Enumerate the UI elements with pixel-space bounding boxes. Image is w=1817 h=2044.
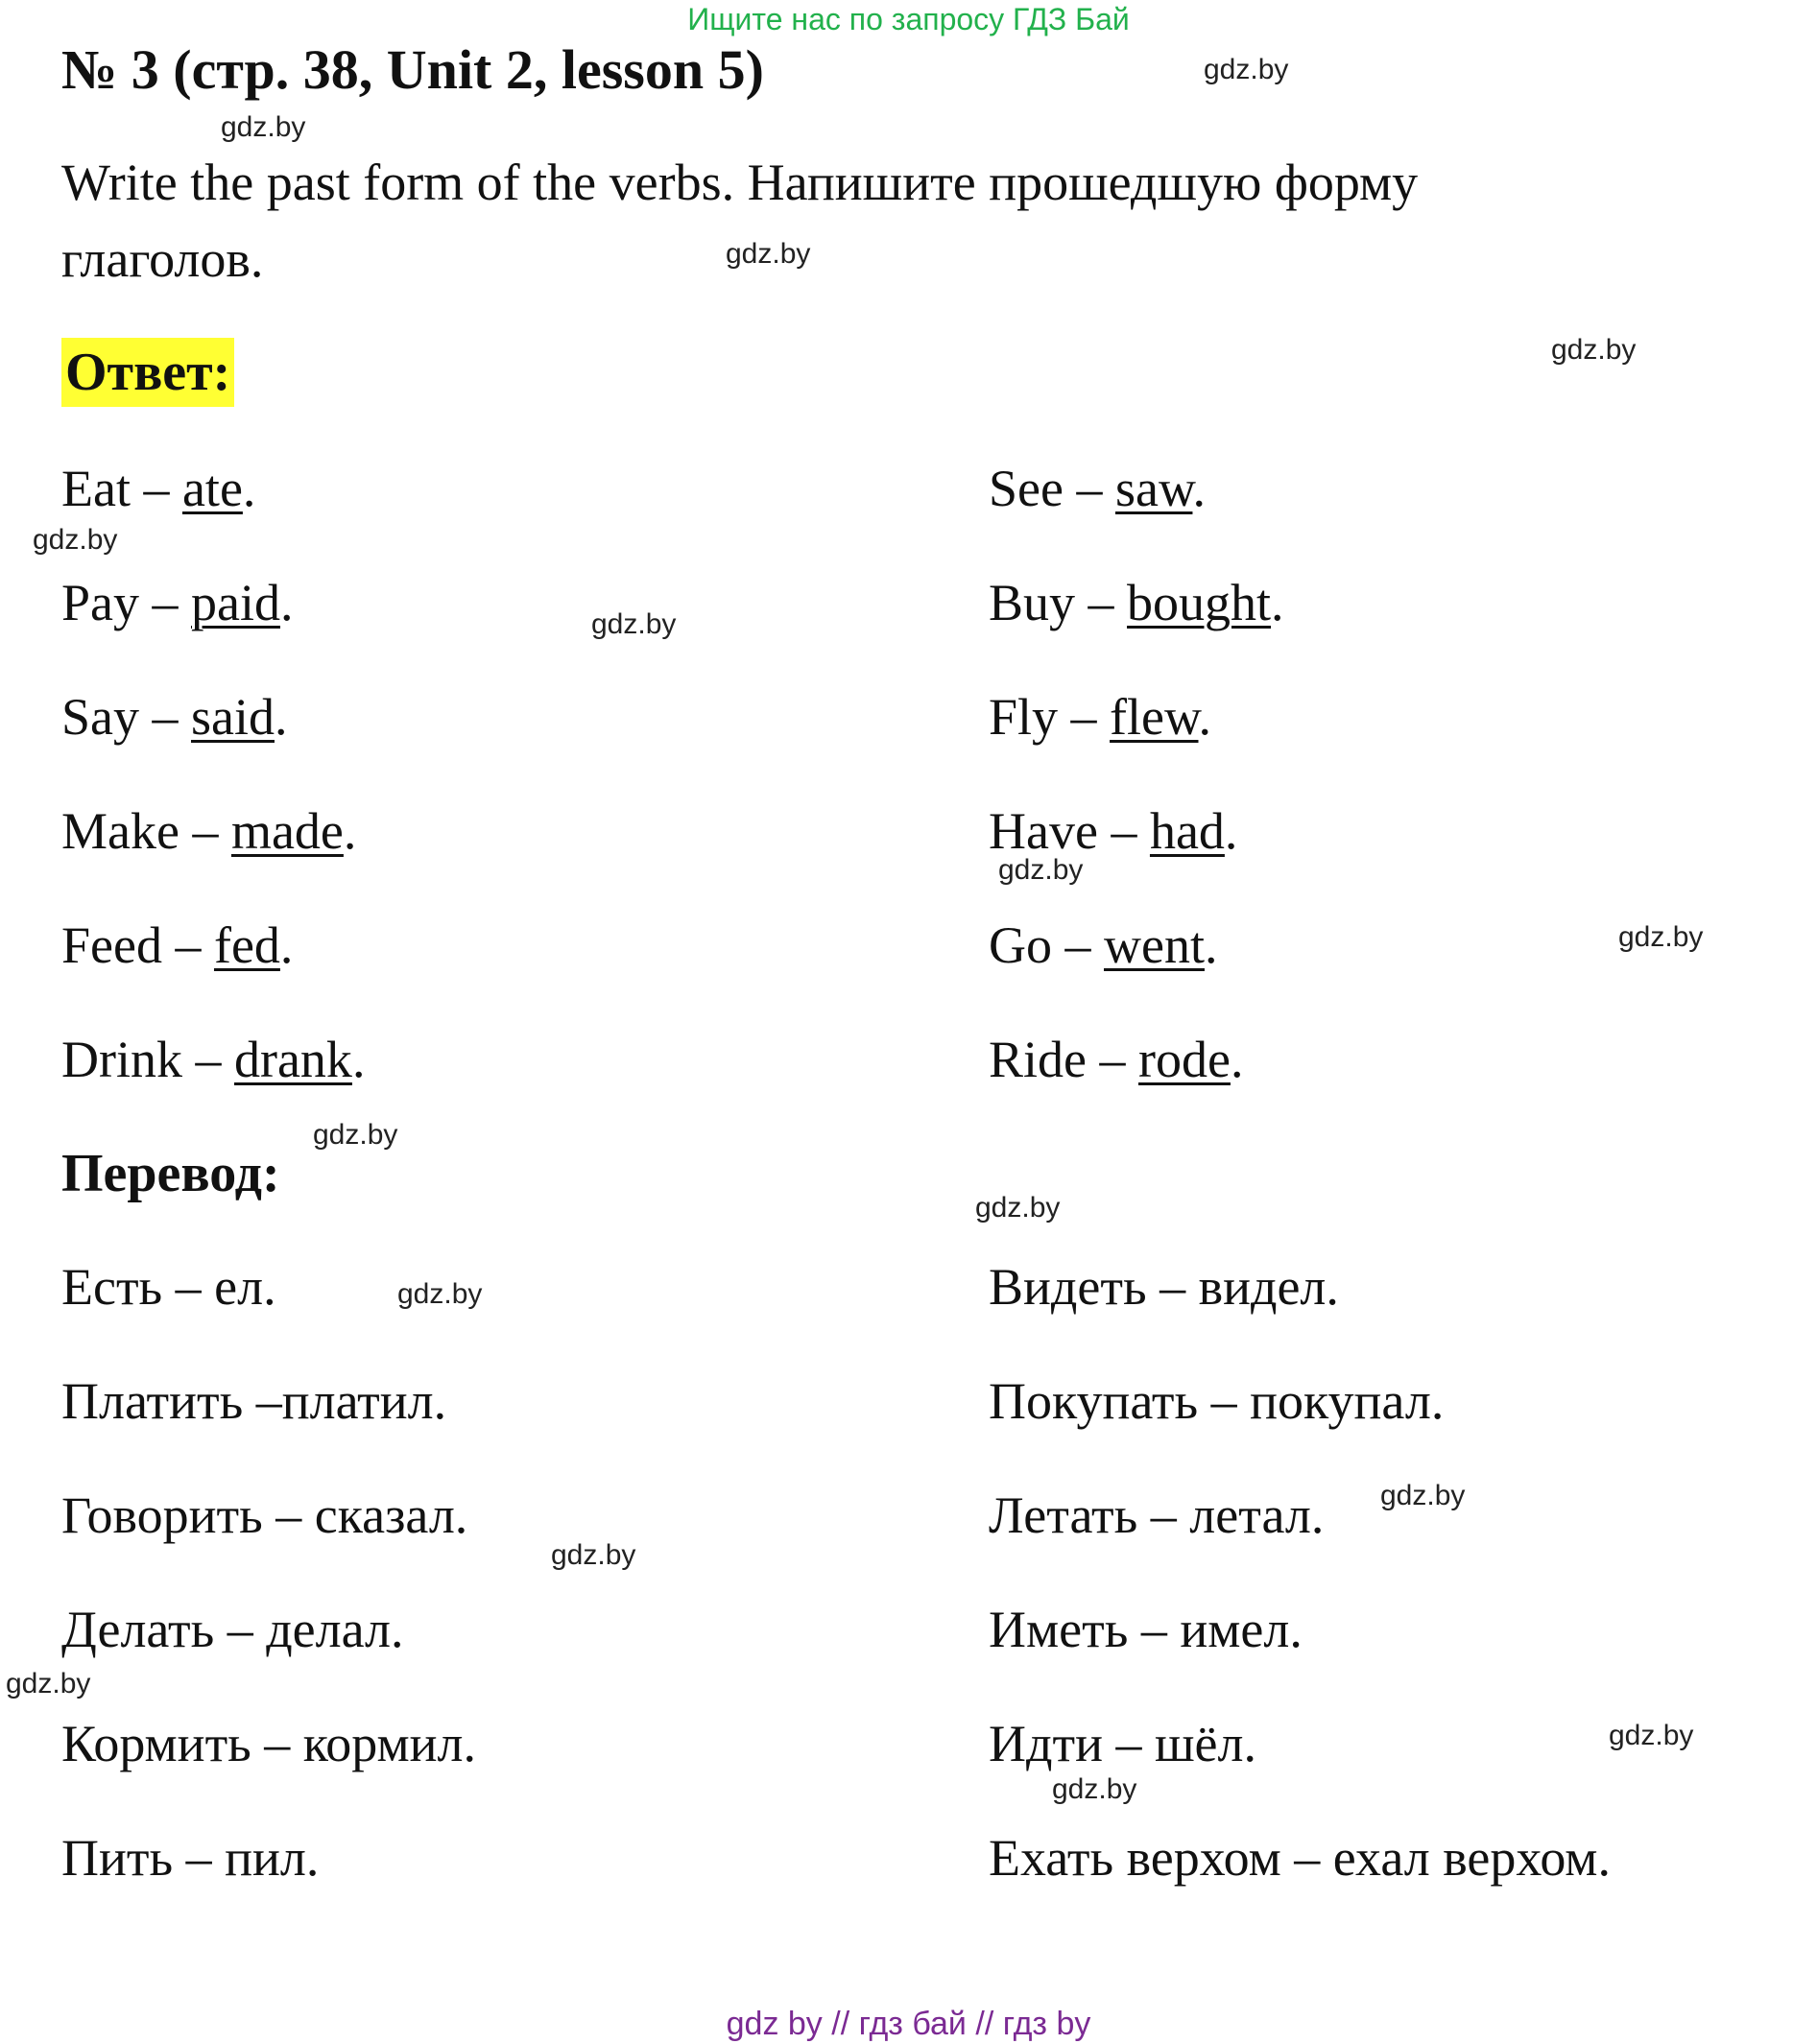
past-form: went (1104, 916, 1205, 974)
translation-left-4: Делать – делал. (61, 1601, 404, 1658)
watermark: gdz.by (1204, 54, 1289, 85)
watermark: gdz.by (6, 1668, 91, 1699)
translation-left-6: Пить – пил. (61, 1829, 320, 1887)
answer-ride: Ride – rode. (989, 1031, 1244, 1088)
verb: Eat (61, 460, 131, 517)
watermark: gdz.by (1380, 1480, 1466, 1511)
watermark: gdz.by (591, 608, 677, 640)
footer-links: gdz by // гдз бай // гдз by (726, 2006, 1091, 2042)
answer-say: Say – said. (61, 688, 288, 746)
answer-feed: Feed – fed. (61, 916, 294, 974)
past-form: fed (213, 916, 280, 974)
watermark: gdz.by (33, 524, 118, 556)
watermark: gdz.by (551, 1539, 636, 1571)
translation-right-1: Видеть – видел. (989, 1258, 1339, 1316)
translation-left-2: Платить –платил. (61, 1372, 447, 1430)
past-form: flew (1110, 688, 1199, 746)
past-form: rode (1138, 1031, 1231, 1088)
translation-left-3: Говорить – сказал. (61, 1486, 468, 1544)
past-form: ate (181, 460, 243, 517)
verb: Make (61, 802, 179, 860)
watermark: gdz.by (1609, 1720, 1694, 1751)
translation-right-2: Покупать – покупал. (989, 1372, 1445, 1430)
answer-fly: Fly – flew. (989, 688, 1211, 746)
watermark: gdz.by (221, 111, 306, 143)
answer-eat: Eat – ate. (61, 460, 256, 517)
answer-buy: Buy – bought. (989, 574, 1284, 631)
watermark: gdz.by (1551, 334, 1637, 366)
past-form: saw (1114, 460, 1193, 517)
translation-right-4: Иметь – имел. (989, 1601, 1303, 1658)
watermark: gdz.by (1052, 1773, 1137, 1805)
exercise-title: № 3 (стр. 38, Unit 2, lesson 5) (61, 38, 764, 101)
translation-right-6: Ехать верхом – ехал верхом. (989, 1829, 1611, 1887)
verb: Feed (61, 916, 162, 974)
answer-heading: Ответ: (61, 338, 234, 407)
verb: Ride (989, 1031, 1087, 1088)
past-form: had (1149, 802, 1225, 860)
translation-left-5: Кормить – кормил. (61, 1715, 476, 1772)
translation-right-3: Летать – летал. (989, 1486, 1325, 1544)
answer-pay: Pay – paid. (61, 574, 294, 631)
verb: Go (989, 916, 1052, 974)
verb: Have (989, 802, 1098, 860)
watermark: gdz.by (1618, 921, 1704, 953)
translation-left-1: Есть – ел. (61, 1258, 276, 1316)
verb: Pay (61, 574, 139, 631)
verb: Say (61, 688, 139, 746)
verb: Drink (61, 1031, 182, 1088)
past-form: made (230, 802, 344, 860)
watermark: gdz.by (313, 1119, 398, 1151)
translation-right-5: Идти – шёл. (989, 1715, 1256, 1772)
past-form: paid (191, 574, 280, 631)
watermark: gdz.by (397, 1278, 483, 1310)
answer-drink: Drink – drank. (61, 1031, 366, 1088)
past-form: drank (233, 1031, 352, 1088)
watermark: gdz.by (975, 1192, 1061, 1224)
translation-heading: Перевод: (61, 1144, 280, 1203)
exercise-instruction: Write the past form of the verbs. Напишите прошедшую форму глаголов. (61, 154, 1419, 288)
verb: See (989, 460, 1064, 517)
watermark: gdz.by (998, 854, 1084, 886)
verb: Buy (989, 574, 1076, 631)
answer-have: Have – had. (989, 802, 1238, 860)
watermark: gdz.by (726, 238, 811, 270)
answer-make: Make – made. (61, 802, 357, 860)
past-form: bought (1127, 574, 1272, 631)
top-banner: Ищите нас по запросу ГДЗ Бай (687, 2, 1130, 36)
past-form: said (191, 688, 275, 746)
answer-see: See – saw. (989, 460, 1206, 517)
verb: Fly (989, 688, 1059, 746)
answer-go: Go – went. (989, 916, 1218, 974)
